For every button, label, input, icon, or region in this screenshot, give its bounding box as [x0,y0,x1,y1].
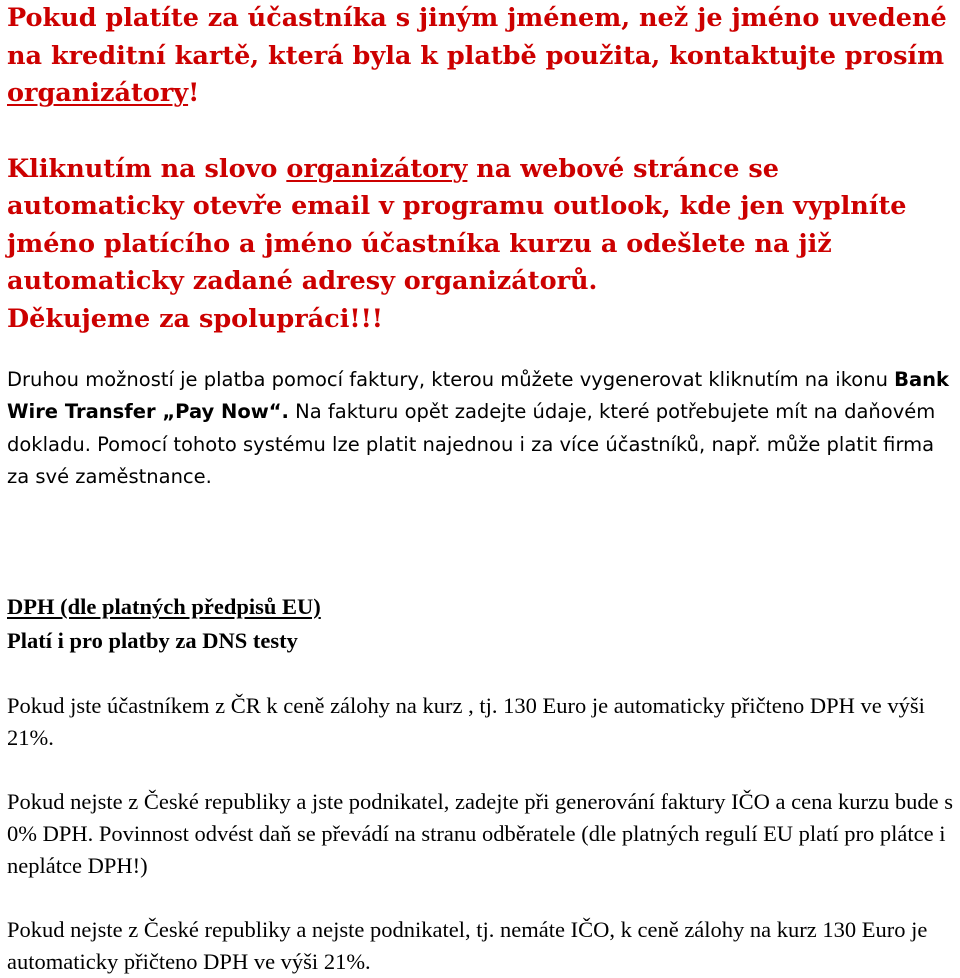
organizer-contact-section [7,0,957,338]
instructions-rest: na webové stránce se automaticky otevře email v programu outlook, kde jen vyplníte jméno platícího a jméno účastníka kurzu a odešlete na již automaticky zadané adresy organizátorů. [7,153,907,296]
contact-organizers-paragraph [7,0,957,113]
invoice-text-a: Druhou možností je platba pomocí faktury, kterou můžete vygenerovat kliknutím na ikonu [7,368,895,391]
email-instructions-paragraph [7,151,957,301]
thanks-line: Děkujeme za spolupráci!!! [7,303,383,334]
invoice-paragraph [7,364,957,494]
dph-heading [7,590,957,658]
instructions-start: Kliknutím na slovo [7,153,287,184]
bank-wire-transfer-label: Bank Wire Transfer „Pay Now“. [7,368,950,424]
dph-paragraph-non-business: Pokud nejste z České republiky a nejste podnikatel, tj. nemáte IČO, k ceně zálohy na kurz 130 Euro je automaticky přičteno DPH ve výši 21%. [7,916,928,974]
contact-text: Pokud platíte za účastníka s jiným jménem, než je jméno uvedené na kreditní kartě, která byla k platbě použita, kontaktujte prosím [7,3,947,71]
dph-title: DPH (dle platných předpisů EU) [7,593,321,619]
document-page [7,0,957,978]
organizers-link[interactable]: organizátory [7,78,189,108]
dph-subtitle: Platí i pro platby za DNS testy [7,627,298,653]
dph-paragraph-business: Pokud nejste z České republiky a jste podnikatel, zadejte při generování faktury IČO a cena kurzu bude s 0% DPH. Povinnost odvést daň se převádí na stranu odběratele (dle platných regulí EU platí pro plátce i neplátce DPH!) [7,788,953,878]
organizers-link-2[interactable]: organizátory [286,153,468,184]
contact-text-end: ! [188,78,200,108]
invoice-text-b: Na fakturu opět zadejte údaje, které potřebujete mít na daňovém dokladu. Pomocí tohoto systému lze platit najednou i za více účastníků, např. může platit firma za své zaměstnance. [7,400,936,489]
dph-paragraph-cz: Pokud jste účastníkem z ČR k ceně zálohy na kurz , tj. 130 Euro je automaticky přičteno DPH ve výši 21%. [7,692,925,750]
